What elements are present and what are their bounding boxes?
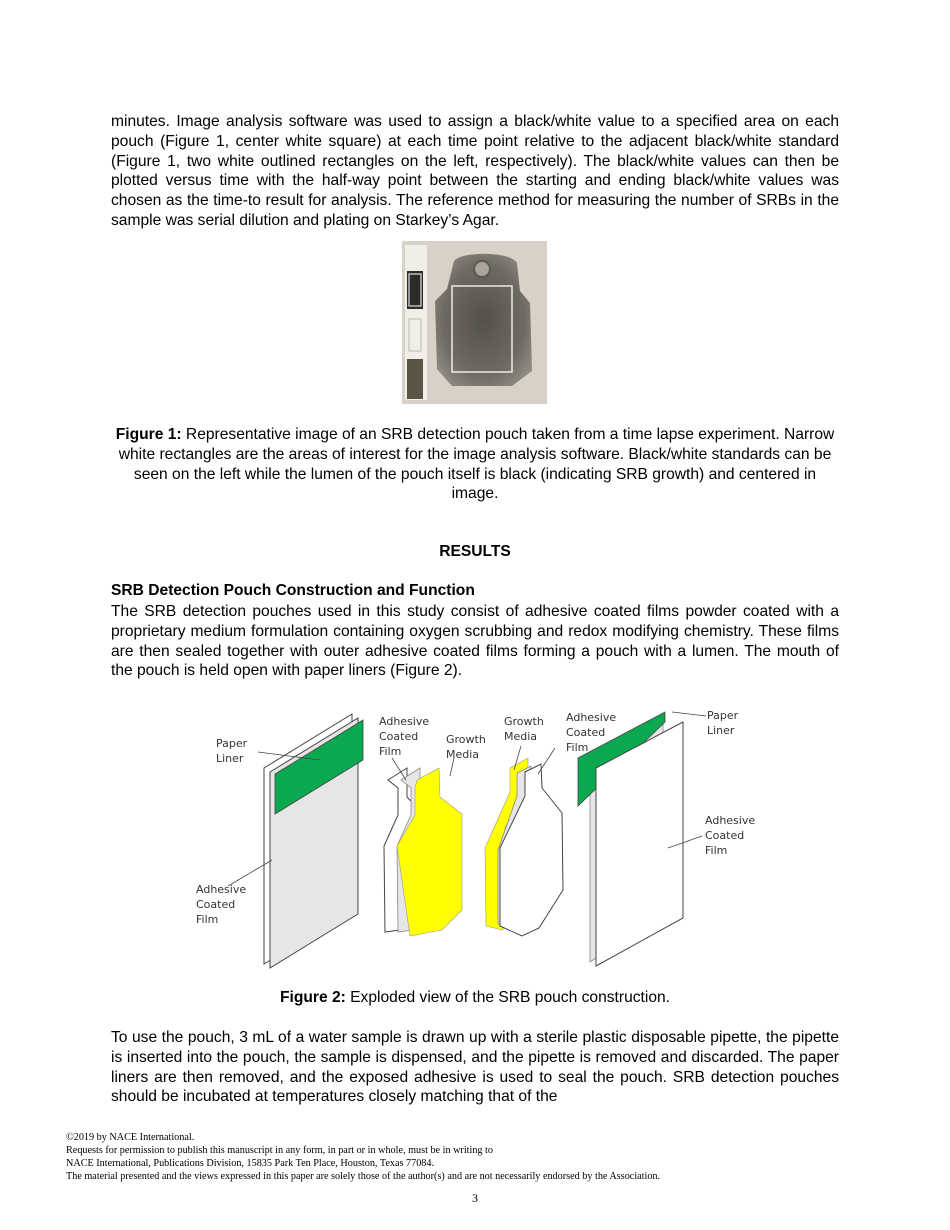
middle-left-pouch-layer xyxy=(384,768,462,936)
body-paragraph: The SRB detection pouches used in this study consist of adhesive coated films powder coated with a proprietary medium formulation containing oxygen scrubbing and redox modifying chemistry. These films are then sealed together with outer adhesive coated films forming a pouch with a lumen. The mouth of the pouch is held open with paper liners (Figure 2). xyxy=(111,603,839,680)
footer-address: NACE International, Publications Division, 15835 Park Ten Place, Houston, Texas 77084. xyxy=(66,1158,435,1169)
left-adhesive-film-stack xyxy=(264,714,363,968)
figure-1-label: Figure 1: xyxy=(115,426,182,443)
footer xyxy=(66,1131,886,1183)
figure-2-caption-text: Exploded view of the SRB pouch construction. xyxy=(345,989,671,1006)
body-paragraph: To use the pouch, 3 mL of a water sample is drawn up with a sterile plastic disposable pipette, the pipette is inserted into the pouch, the sample is dispensed, and the pipette is removed and discarded. The paper liners are then removed, and the exposed adhesive is used to seal the pouch. SRB detection pouches should be incubated at temperatures closely matching that of the xyxy=(111,1029,839,1106)
label-paper-liner-left: Paper Liner xyxy=(216,737,248,765)
subsection-heading: SRB Detection Pouch Construction and Function xyxy=(111,582,475,599)
body-paragraph: minutes. Image analysis software was used to assign a black/white value to a specified area on each pouch (Figure 1, center white square) at each time point relative to the adjacent black/white standard (Figure 1, two white outlined rectangles on the left, respectively). The black/white values can then be plotted versus time with the half-way point between the starting and ending black/white values was chosen as the time-to result for analysis. The reference method for measuring the number of SRBs in the sample was serial dilution and plating on Starkey’s Agar. xyxy=(111,113,839,229)
figure-1-caption xyxy=(111,425,839,504)
footer-permission: Requests for permission to publish this manuscript in any form, in part or in whole, must be in writing to xyxy=(66,1145,493,1156)
label-growth-media-right: Growth Media xyxy=(504,715,544,743)
label-adhesive-film-mid-left: Adhesive Coated Film xyxy=(379,715,430,758)
label-growth-media-left: Growth Media xyxy=(446,733,486,761)
figure-2-exploded-view xyxy=(180,700,780,975)
section-heading-results: RESULTS xyxy=(439,543,511,560)
label-paper-liner-right: Paper Liner xyxy=(707,709,739,737)
label-adhesive-film-mid-right: Adhesive Coated Film xyxy=(566,711,617,754)
figure-1-pouch-photo xyxy=(402,241,547,404)
figure-2-label: Figure 2: xyxy=(279,989,346,1006)
right-adhesive-film-stack xyxy=(578,712,683,966)
label-adhesive-film-right: Adhesive Coated Film xyxy=(705,814,756,857)
figure-2-caption xyxy=(111,988,839,1008)
figure-1-caption-text: Representative image of an SRB detection pouch taken from a time lapse experiment. Narrow white rectangles are the areas of interest for the image analysis software. Black/white standards can be seen on the left while the lumen of the pouch itself is black (indicating SRB growth) and centered in image. xyxy=(118,426,835,503)
footer-disclaimer: The material presented and the views expressed in this paper are solely those of the author(s) and are not necessarily endorsed by the Association. xyxy=(66,1171,661,1182)
page-number: 3 xyxy=(472,1191,478,1205)
middle-right-pouch-layer xyxy=(485,758,563,936)
footer-copyright: ©2019 by NACE International. xyxy=(66,1132,195,1143)
label-adhesive-film-left: Adhesive Coated Film xyxy=(196,883,247,926)
